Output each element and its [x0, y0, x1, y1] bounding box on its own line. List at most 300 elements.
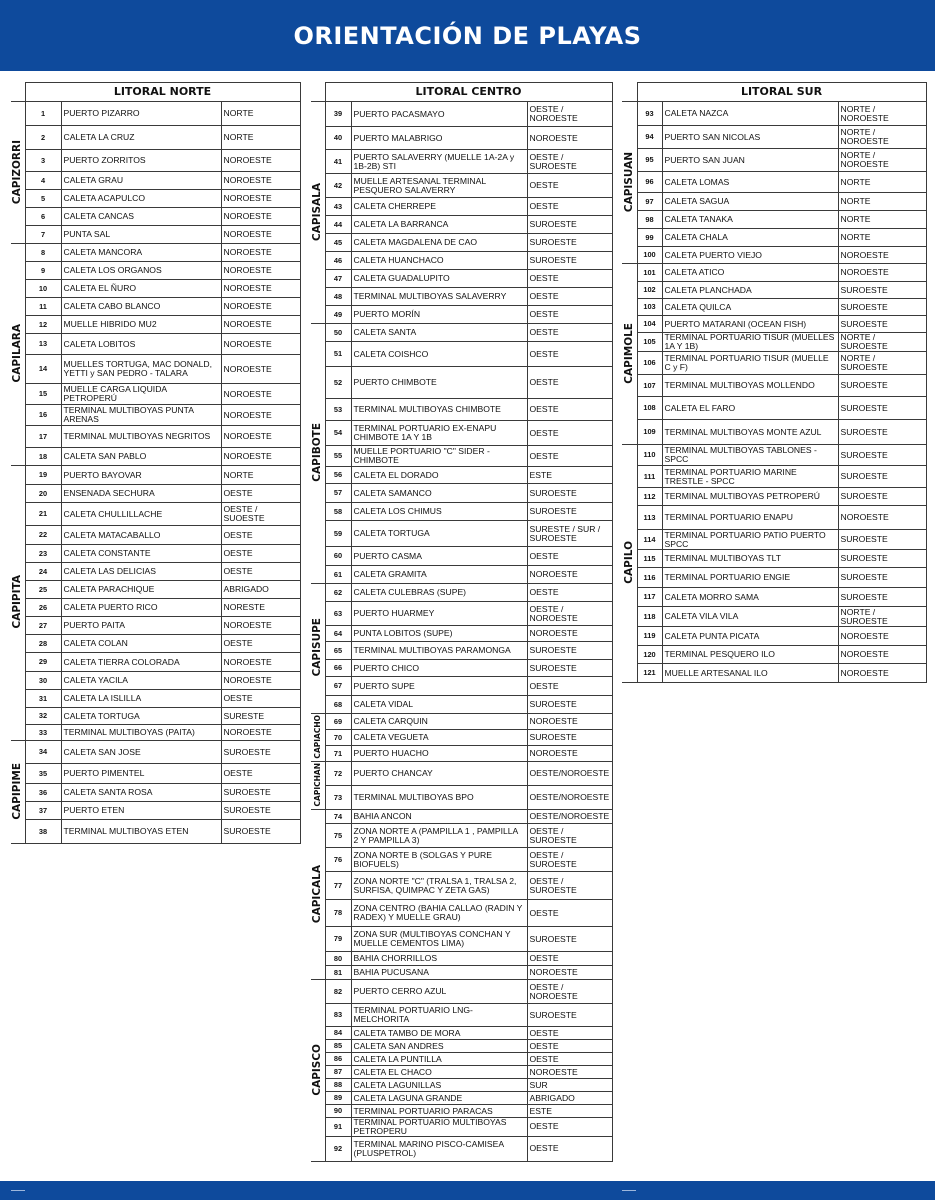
orientation: OESTE / NOROESTE — [527, 102, 612, 127]
table-row — [311, 1066, 612, 1079]
orientation: OESTE — [527, 1136, 612, 1161]
orientation: NOROESTE — [838, 627, 926, 646]
table-row — [311, 198, 612, 216]
table-row — [11, 262, 300, 280]
beach-name: CALETA VILA VILA — [662, 607, 838, 627]
row-number: 95 — [637, 149, 662, 172]
beach-name: PUERTO MALABRIGO — [351, 127, 527, 150]
table-row — [311, 966, 612, 980]
row-number: 32 — [25, 708, 61, 725]
beach-name: TERMINAL MULTIBOYAS (PAITA) — [61, 725, 221, 741]
table-row — [11, 581, 300, 599]
table-row — [311, 521, 612, 547]
row-number: 33 — [25, 725, 61, 741]
table-row — [11, 563, 300, 581]
table-row — [622, 488, 926, 506]
beach-name: CALETA TAMBO DE MORA — [351, 1027, 527, 1040]
orientation: OESTE / SUOESTE — [221, 503, 300, 526]
row-number: 116 — [637, 568, 662, 588]
orientation: OESTE — [527, 306, 612, 324]
orientation: SUROESTE — [527, 927, 612, 952]
row-number: 31 — [25, 690, 61, 708]
beach-name: TERMINAL PORTUARIO PATIO PUERTO SPCC — [662, 530, 838, 550]
row-number: 101 — [637, 264, 662, 282]
orientation: OESTE — [527, 421, 612, 446]
row-number: 112 — [637, 488, 662, 506]
row-number: 18 — [25, 448, 61, 466]
beach-name: PUERTO CHANCAY — [351, 762, 527, 786]
orientation: NORTE — [221, 126, 300, 150]
table-row — [11, 334, 300, 355]
beach-name: CALETA HUANCHACO — [351, 252, 527, 270]
table-row — [311, 602, 612, 626]
row-number: 99 — [637, 229, 662, 247]
table-row — [311, 324, 612, 342]
beach-name: TERMINAL PORTUARIO EX-ENAPU CHIMBOTE 1A Y 1B — [351, 421, 527, 446]
table-row — [622, 375, 926, 397]
table-row — [311, 642, 612, 660]
table-row — [11, 784, 300, 802]
orientation: OESTE / NOROESTE — [527, 602, 612, 626]
orientation: NOROESTE — [221, 617, 300, 635]
beach-name: CALETA LA CRUZ — [61, 126, 221, 150]
beach-name: PUERTO MORÍN — [351, 306, 527, 324]
row-number: 92 — [325, 1136, 351, 1161]
beach-name: TERMINAL PORTUARIO PARACAS — [351, 1105, 527, 1118]
table-row — [311, 127, 612, 150]
orientation: NOROESTE — [221, 226, 300, 244]
row-number: 9 — [25, 262, 61, 280]
table-row — [11, 280, 300, 298]
zone-name: CAPILARA — [11, 324, 24, 383]
orientation: OESTE — [527, 547, 612, 566]
litoral-sur-table — [622, 82, 927, 683]
beach-name: TERMINAL MULTIBOYAS CHIMBOTE — [351, 399, 527, 421]
table-row — [622, 588, 926, 607]
orientation: NOROESTE — [527, 1066, 612, 1079]
beach-name: TERMINAL MARINO PISCO-CAMISEA (PLUSPETROL) — [351, 1136, 527, 1161]
orientation: SUROESTE — [838, 550, 926, 568]
table-row — [311, 484, 612, 503]
orientation: SUROESTE — [527, 503, 612, 521]
orientation: NOROESTE — [221, 725, 300, 741]
table-row — [311, 1136, 612, 1161]
orientation: NOROESTE — [221, 172, 300, 190]
row-number: 119 — [637, 627, 662, 646]
row-number: 104 — [637, 316, 662, 333]
table-row — [11, 355, 300, 384]
beach-name: TERMINAL PORTUARIO ENGIE — [662, 568, 838, 588]
row-number: 25 — [25, 581, 61, 599]
table-row — [311, 677, 612, 696]
beach-name: CALETA VIDAL — [351, 696, 527, 714]
table-row — [311, 584, 612, 602]
row-number: 84 — [325, 1027, 351, 1040]
beach-name: CALETA LA BARRANCA — [351, 216, 527, 234]
beach-name: CALETA PUERTO VIEJO — [662, 247, 838, 264]
beach-name: CALETA LOS CHIMUS — [351, 503, 527, 521]
row-number: 70 — [325, 730, 351, 746]
row-number: 10 — [25, 280, 61, 298]
table-row — [622, 607, 926, 627]
zone-label — [311, 584, 325, 714]
beach-name: CALETA TIERRA COLORADA — [61, 653, 221, 672]
row-number: 7 — [25, 226, 61, 244]
orientation: OESTE — [527, 900, 612, 927]
zone-label — [11, 741, 25, 844]
table-row — [311, 234, 612, 252]
beach-name: PUERTO PIZARRO — [61, 102, 221, 126]
zone-name: CAPIBOTE — [311, 423, 324, 482]
row-number: 115 — [637, 550, 662, 568]
beach-name: CALETA SAGUA — [662, 193, 838, 211]
row-number: 56 — [325, 467, 351, 484]
orientation: OESTE — [527, 1118, 612, 1137]
table-row — [311, 810, 612, 824]
beach-name: CALETA CABO BLANCO — [61, 298, 221, 316]
orientation: SUROESTE — [838, 568, 926, 588]
orientation: SUROESTE — [527, 696, 612, 714]
orientation: NOROESTE — [221, 208, 300, 226]
row-number: 81 — [325, 966, 351, 980]
table-row — [622, 466, 926, 488]
beach-name: MUELLE PORTUARIO "C" SIDER - CHIMBOTE — [351, 446, 527, 467]
table-row — [622, 397, 926, 420]
row-number: 2 — [25, 126, 61, 150]
table-row — [311, 927, 612, 952]
table-row — [622, 550, 926, 568]
orientation: NORTE / NOROESTE — [838, 102, 926, 126]
orientation: NOROESTE — [838, 506, 926, 530]
row-number: 103 — [637, 299, 662, 316]
header-spacer — [311, 83, 325, 102]
orientation: ABRIGADO — [221, 581, 300, 599]
beach-name: MUELLE ARTESANAL TERMINAL PESQUERO SALAVERRY — [351, 174, 527, 198]
beach-name: PUERTO SAN NICOLAS — [662, 126, 838, 149]
row-number: 24 — [25, 563, 61, 581]
beach-name: PUNTA LOBITOS (SUPE) — [351, 626, 527, 642]
zone-name: CAPISUPE — [311, 618, 324, 677]
table-row — [311, 714, 612, 730]
table-row — [311, 872, 612, 900]
orientation: NOROESTE — [221, 244, 300, 262]
row-number: 3 — [25, 150, 61, 172]
orientation: NORTE / NOROESTE — [838, 149, 926, 172]
row-number: 61 — [325, 566, 351, 584]
orientation: OESTE — [527, 324, 612, 342]
table-row — [622, 420, 926, 445]
row-number: 106 — [637, 352, 662, 375]
section-title: LITORAL CENTRO — [325, 83, 612, 102]
beach-name: CALETA GRAU — [61, 172, 221, 190]
footer-mark-left — [11, 1190, 25, 1191]
table-row — [11, 298, 300, 316]
orientation: NOROESTE — [221, 280, 300, 298]
row-number: 120 — [637, 646, 662, 664]
row-number: 86 — [325, 1053, 351, 1066]
row-number: 59 — [325, 521, 351, 547]
beach-name: CALETA CANCAS — [61, 208, 221, 226]
orientation: SUR — [527, 1079, 612, 1092]
beach-name: PUERTO ETEN — [61, 802, 221, 820]
beach-name: CALETA LAS DELICIAS — [61, 563, 221, 581]
row-number: 68 — [325, 696, 351, 714]
orientation: NOROESTE — [527, 966, 612, 980]
row-number: 76 — [325, 848, 351, 872]
row-number: 121 — [637, 664, 662, 683]
zone-label — [311, 762, 325, 810]
orientation: NORTE / NOROESTE — [838, 126, 926, 149]
orientation: OESTE — [221, 635, 300, 653]
row-number: 69 — [325, 714, 351, 730]
table-row — [11, 820, 300, 844]
row-number: 40 — [325, 127, 351, 150]
beach-name: CALETA EL CHACO — [351, 1066, 527, 1079]
page-footer — [0, 1181, 935, 1200]
orientation: OESTE/NOROESTE — [527, 810, 612, 824]
orientation: OESTE — [527, 342, 612, 367]
beach-name: TERMINAL MULTIBOYAS BPO — [351, 786, 527, 810]
footer-mark-right — [622, 1190, 636, 1191]
orientation: NOROESTE — [838, 664, 926, 683]
beach-name: PUERTO MATARANI (OCEAN FISH) — [662, 316, 838, 333]
table-row — [311, 1092, 612, 1105]
orientation: OESTE — [221, 563, 300, 581]
row-number: 105 — [637, 333, 662, 352]
beach-name: CALETA LOS ORGANOS — [61, 262, 221, 280]
zone-name: CAPIZORRI — [11, 139, 24, 204]
beach-name: CALETA SAMANCO — [351, 484, 527, 503]
table-row — [311, 848, 612, 872]
beach-name: CALETA GRAMITA — [351, 566, 527, 584]
row-number: 34 — [25, 741, 61, 764]
row-number: 66 — [325, 660, 351, 677]
row-number: 91 — [325, 1118, 351, 1137]
orientation: NOROESTE — [838, 264, 926, 282]
zone-name: CAPISCO — [311, 1043, 324, 1096]
beach-name: PUERTO SAN JUAN — [662, 149, 838, 172]
orientation: NOROESTE — [221, 150, 300, 172]
table-row — [311, 730, 612, 746]
beach-name: CALETA SANTA ROSA — [61, 784, 221, 802]
beach-name: CALETA LAGUNILLAS — [351, 1079, 527, 1092]
orientation: SUROESTE — [838, 316, 926, 333]
orientation: NOROESTE — [221, 298, 300, 316]
table-row — [622, 333, 926, 352]
table-row — [11, 802, 300, 820]
row-number: 100 — [637, 247, 662, 264]
row-number: 8 — [25, 244, 61, 262]
table-row — [311, 900, 612, 927]
row-number: 53 — [325, 399, 351, 421]
orientation: OESTE/NOROESTE — [527, 762, 612, 786]
row-number: 27 — [25, 617, 61, 635]
zone-name: CAPIPITA — [11, 575, 24, 629]
row-number: 62 — [325, 584, 351, 602]
table-row — [11, 405, 300, 426]
beach-name: PUERTO CERRO AZUL — [351, 980, 527, 1004]
table-row — [622, 664, 926, 683]
orientation: OESTE — [527, 270, 612, 288]
section-title: LITORAL NORTE — [25, 83, 300, 102]
orientation: NOROESTE — [838, 247, 926, 264]
orientation: ESTE — [527, 467, 612, 484]
beach-name: PUERTO ZORRITOS — [61, 150, 221, 172]
table-row — [11, 466, 300, 485]
row-number: 65 — [325, 642, 351, 660]
beach-name: MUELLES TORTUGA, MAC DONALD, YETTI y SAN PEDRO - TALARA — [61, 355, 221, 384]
orientation: NOROESTE — [221, 190, 300, 208]
orientation: OESTE — [527, 198, 612, 216]
beach-name: CALETA SAN ANDRES — [351, 1040, 527, 1053]
beach-name: CALETA SAN JOSE — [61, 741, 221, 764]
orientation: SUROESTE — [527, 216, 612, 234]
row-number: 60 — [325, 547, 351, 566]
beach-name: PUERTO CASMA — [351, 547, 527, 566]
orientation: ABRIGADO — [527, 1092, 612, 1105]
row-number: 108 — [637, 397, 662, 420]
beach-name: ENSENADA SECHURA — [61, 485, 221, 503]
row-number: 64 — [325, 626, 351, 642]
orientation: NOROESTE — [221, 672, 300, 690]
table-row — [11, 126, 300, 150]
beach-name: TERMINAL PORTUARIO ENAPU — [662, 506, 838, 530]
table-row — [622, 299, 926, 316]
row-number: 47 — [325, 270, 351, 288]
table-row — [622, 568, 926, 588]
beach-name: CALETA COISHCO — [351, 342, 527, 367]
beach-name: PUERTO SUPE — [351, 677, 527, 696]
beach-name: CALETA MAGDALENA DE CAO — [351, 234, 527, 252]
table-row — [311, 503, 612, 521]
orientation: SUROESTE — [527, 234, 612, 252]
table-row — [622, 316, 926, 333]
table-row — [622, 627, 926, 646]
row-number: 49 — [325, 306, 351, 324]
row-number: 77 — [325, 872, 351, 900]
table-row — [11, 690, 300, 708]
beach-name: PUERTO PIMENTEL — [61, 764, 221, 784]
orientation: NOROESTE — [221, 384, 300, 405]
orientation: OESTE / SUROESTE — [527, 824, 612, 848]
table-row — [622, 172, 926, 193]
row-number: 80 — [325, 952, 351, 966]
beach-name: CALETA PUERTO RICO — [61, 599, 221, 617]
row-number: 51 — [325, 342, 351, 367]
table-row — [622, 193, 926, 211]
table-row — [622, 352, 926, 375]
orientation: SUROESTE — [527, 1004, 612, 1027]
table-row — [622, 445, 926, 466]
table-row — [622, 646, 926, 664]
table-row — [311, 952, 612, 966]
beach-name: CALETA EL DORADO — [351, 467, 527, 484]
orientation: NOROESTE — [527, 746, 612, 762]
table-row — [11, 708, 300, 725]
beach-name: ZONA CENTRO (BAHIA CALLAO (RADIN Y RADEX) Y MUELLE GRAU) — [351, 900, 527, 927]
orientation: SUROESTE — [221, 741, 300, 764]
beach-name: TERMINAL MULTIBOYAS ETEN — [61, 820, 221, 844]
table-row — [622, 530, 926, 550]
row-number: 44 — [325, 216, 351, 234]
table-row — [311, 626, 612, 642]
orientation: OESTE / SUROESTE — [527, 848, 612, 872]
row-number: 55 — [325, 446, 351, 467]
beach-name: PUERTO CHICO — [351, 660, 527, 677]
beach-name: CALETA CHALA — [662, 229, 838, 247]
table-row — [11, 672, 300, 690]
row-number: 113 — [637, 506, 662, 530]
table-row — [311, 174, 612, 198]
row-number: 57 — [325, 484, 351, 503]
orientation: OESTE — [527, 288, 612, 306]
orientation: NOROESTE — [221, 262, 300, 280]
page-title: ORIENTACIÓN DE PLAYAS — [293, 21, 642, 50]
zone-label — [622, 102, 637, 264]
orientation: OESTE — [527, 584, 612, 602]
orientation: SUROESTE — [527, 730, 612, 746]
beach-name: CALETA COLAN — [61, 635, 221, 653]
section-header-row — [311, 83, 612, 102]
section-header-row — [11, 83, 300, 102]
orientation: OESTE — [221, 690, 300, 708]
zone-name: CAPICHAN — [312, 762, 322, 807]
table-row — [11, 172, 300, 190]
orientation: SUROESTE — [838, 397, 926, 420]
orientation: OESTE — [527, 399, 612, 421]
row-number: 118 — [637, 607, 662, 627]
row-number: 11 — [25, 298, 61, 316]
row-number: 85 — [325, 1040, 351, 1053]
beach-name: CALETA LA PUNTILLA — [351, 1053, 527, 1066]
table-row — [622, 506, 926, 530]
beach-name: PUERTO PACASMAYO — [351, 102, 527, 127]
row-number: 45 — [325, 234, 351, 252]
orientation: NORTE / SUROESTE — [838, 333, 926, 352]
row-number: 54 — [325, 421, 351, 446]
beach-name: CALETA YACILA — [61, 672, 221, 690]
beach-name: CALETA CARQUIN — [351, 714, 527, 730]
table-row — [311, 746, 612, 762]
zone-label — [311, 810, 325, 980]
beach-name: CALETA CHULLILLACHE — [61, 503, 221, 526]
table-row — [311, 367, 612, 399]
table-row — [11, 526, 300, 545]
row-number: 75 — [325, 824, 351, 848]
table-row — [311, 762, 612, 786]
table-row — [11, 635, 300, 653]
beach-name: PUERTO CHIMBOTE — [351, 367, 527, 399]
orientation: OESTE / SUROESTE — [527, 872, 612, 900]
orientation: NOROESTE — [221, 653, 300, 672]
table-row — [11, 208, 300, 226]
orientation: SUROESTE — [838, 466, 926, 488]
row-number: 52 — [325, 367, 351, 399]
table-row — [11, 653, 300, 672]
beach-name: TERMINAL MULTIBOYAS PARAMONGA — [351, 642, 527, 660]
row-number: 1 — [25, 102, 61, 126]
beach-name: ZONA NORTE "C" (TRALSA 1, TRALSA 2, SURFISA, QUIMPAC Y ZETA GAS) — [351, 872, 527, 900]
row-number: 48 — [325, 288, 351, 306]
row-number: 26 — [25, 599, 61, 617]
row-number: 22 — [25, 526, 61, 545]
row-number: 117 — [637, 588, 662, 607]
orientation: SUROESTE — [527, 252, 612, 270]
table-row — [311, 824, 612, 848]
row-number: 16 — [25, 405, 61, 426]
orientation: SUROESTE — [838, 445, 926, 466]
beach-name: PUERTO PAITA — [61, 617, 221, 635]
